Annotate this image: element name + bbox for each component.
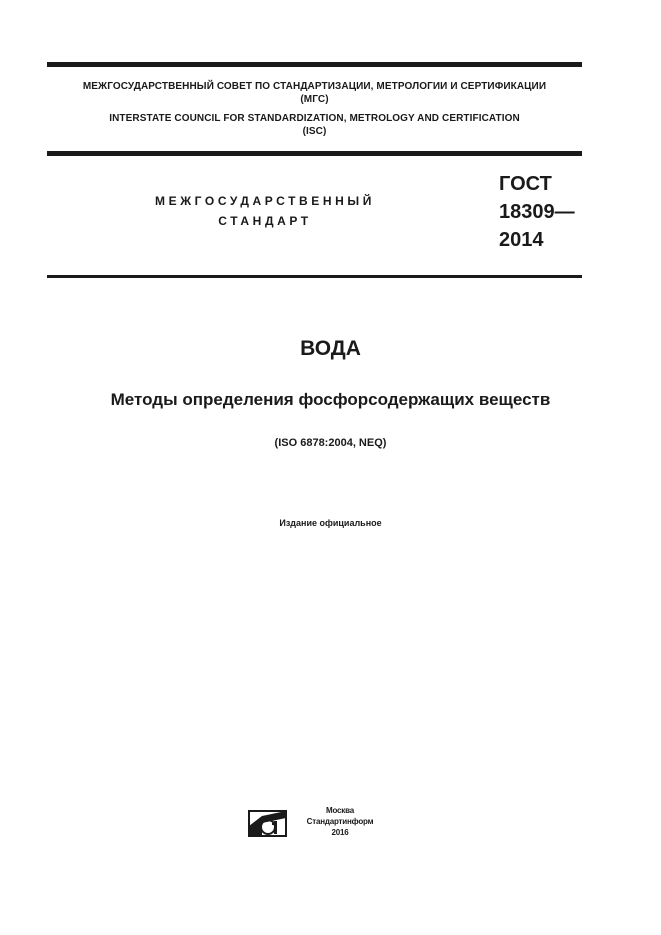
- council-name-en-line1: INTERSTATE COUNCIL FOR STANDARDIZATION, METROLOGY AND CERTIFICATION: [109, 113, 520, 124]
- publisher-block: [292, 805, 388, 838]
- council-name-ru-line1: МЕЖГОСУДАРСТВЕННЫЙ СОВЕТ ПО СТАНДАРТИЗАЦИИ, МЕТРОЛОГИИ И СЕРТИФИКАЦИИ: [82, 81, 547, 92]
- gost-number: 18309—: [499, 201, 575, 223]
- gost-designation: [499, 170, 575, 254]
- gost-label: ГОСТ: [499, 173, 552, 195]
- publisher-city: Москва: [326, 806, 354, 815]
- council-name-ru: [47, 80, 582, 106]
- iso-reference: (ISO 6878:2004, NEQ): [274, 437, 387, 449]
- council-name-en: [47, 112, 582, 138]
- publisher-name: Стандартинформ: [306, 817, 374, 826]
- document-title: ВОДА: [300, 337, 361, 360]
- publisher-year: 2016: [331, 828, 349, 837]
- standartinform-logo-icon: [248, 808, 288, 838]
- middle-divider: [47, 151, 582, 156]
- standard-type-line1: МЕЖГОСУДАРСТВЕННЫЙ: [155, 194, 375, 208]
- top-divider: [47, 62, 582, 67]
- council-abbr-en: (ISC): [302, 126, 327, 137]
- bottom-divider: [47, 275, 582, 278]
- standard-type: [100, 191, 430, 231]
- gost-year: 2014: [499, 229, 544, 251]
- council-abbr-ru: (МГС): [300, 94, 329, 105]
- document-subtitle: Методы определения фосфорсодержащих веществ: [110, 390, 551, 409]
- standard-type-line2: СТАНДАРТ: [218, 214, 312, 228]
- edition-note: Издание официальное: [279, 518, 382, 528]
